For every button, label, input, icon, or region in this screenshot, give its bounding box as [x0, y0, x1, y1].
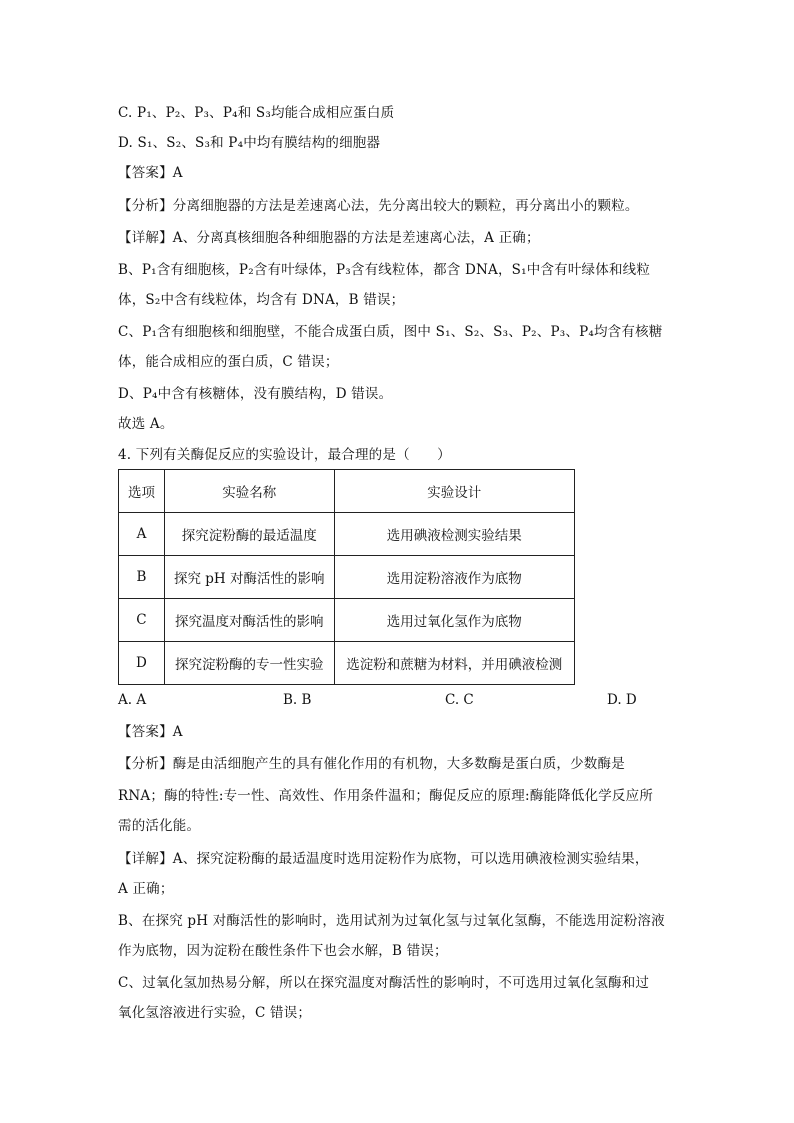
analysis-line-2a: 【分析】酶是由活细胞产生的具有催化作用的有机物，大多数酶是蛋白质，少数酶是 [118, 756, 625, 772]
option-a: A. A [118, 692, 147, 708]
detail-line-2b2: 作为底物，因为淀粉在酸性条件下也会水解，B 错误； [118, 943, 448, 959]
detail-line-2c2: 氧化氢溶液进行实验，C 错误； [118, 1005, 312, 1021]
answer-line: 【答案】A [118, 165, 183, 181]
table-cell: 探究淀粉酶的最适温度 [164, 513, 334, 556]
line-option-d: D. S₁、S₂、S₃和 P₄中均有膜结构的细胞器 [118, 135, 381, 151]
table-cell: 选用碘液检测实验结果 [334, 513, 574, 556]
option-c: C. C [445, 692, 474, 708]
table-header-cell: 实验名称 [164, 470, 334, 513]
detail-line-b2: 体，S₂中含有线粒体，均含有 DNA，B 错误； [118, 292, 405, 308]
analysis-line-2c: 需的活化能。 [118, 818, 201, 834]
table-row [119, 642, 575, 685]
option-b: B. B [283, 692, 312, 708]
table-cell: C [119, 599, 165, 642]
table-row [119, 556, 575, 599]
detail-line-a: 【详解】A、分离真核细胞各种细胞器的方法是差速离心法，A 正确； [118, 230, 540, 246]
answer-line-2: 【答案】A [118, 724, 183, 740]
detail-line-c2: 体，能合成相应的蛋白质，C 错误； [118, 354, 339, 370]
table-row [119, 513, 575, 556]
table-cell: 选淀粉和蔗糖为材料，并用碘液检测 [334, 642, 574, 685]
option-d: D. D [607, 692, 637, 708]
table-cell: D [119, 642, 165, 685]
conclusion-line: 故选 A。 [118, 416, 174, 432]
table-row [119, 599, 575, 642]
question-4-stem: 4. 下列有关酶促反应的实验设计，最合理的是（ ） [118, 447, 451, 463]
detail-line-2b1: B、在探究 pH 对酶活性的影响时，选用试剂为过氧化氢与过氧化氢酶，不能选用淀粉溶液 [118, 913, 665, 929]
detail-line-2a2: A 正确； [118, 881, 174, 897]
table-cell: 探究 pH 对酶活性的影响 [164, 556, 334, 599]
answer-options [118, 690, 638, 710]
table-header-cell: 实验设计 [334, 470, 574, 513]
table-cell: 选用过氧化氢作为底物 [334, 599, 574, 642]
detail-line-b1: B、P₁含有细胞核，P₂含有叶绿体，P₃含有线粒体，都含 DNA，S₁中含有叶绿体和线粒 [118, 262, 651, 278]
table-header-cell: 选项 [119, 470, 165, 513]
table-cell: 探究温度对酶活性的影响 [164, 599, 334, 642]
table-header-row [119, 470, 575, 513]
table-cell: 选用淀粉溶液作为底物 [334, 556, 574, 599]
analysis-line-2b: RNA；酶的特性:专一性、高效性、作用条件温和；酶促反应的原理:酶能降低化学反应所 [118, 788, 654, 804]
detail-line-c1: C、P₁含有细胞核和细胞壁，不能合成蛋白质，图中 S₁、S₂、S₃、P₂、P₃、P₄均含有核糖 [118, 324, 663, 340]
detail-line-d: D、P₄中含有核糖体，没有膜结构，D 错误。 [118, 386, 393, 402]
table-cell: A [119, 513, 165, 556]
question-4-table [118, 469, 575, 685]
detail-line-2c1: C、过氧化氢加热易分解，所以在探究温度对酶活性的影响时，不可选用过氧化氢酶和过 [118, 975, 650, 991]
table-cell: 探究淀粉酶的专一性实验 [164, 642, 334, 685]
line-option-c: C. P₁、P₂、P₃、P₄和 S₃均能合成相应蛋白质 [118, 105, 395, 121]
detail-line-2a1: 【详解】A、探究淀粉酶的最适温度时选用淀粉作为底物，可以选用碘液检测实验结果， [118, 851, 649, 867]
analysis-line: 【分析】分离细胞器的方法是差速离心法，先分离出较大的颗粒，再分离出小的颗粒。 [118, 198, 639, 214]
table-cell: B [119, 556, 165, 599]
